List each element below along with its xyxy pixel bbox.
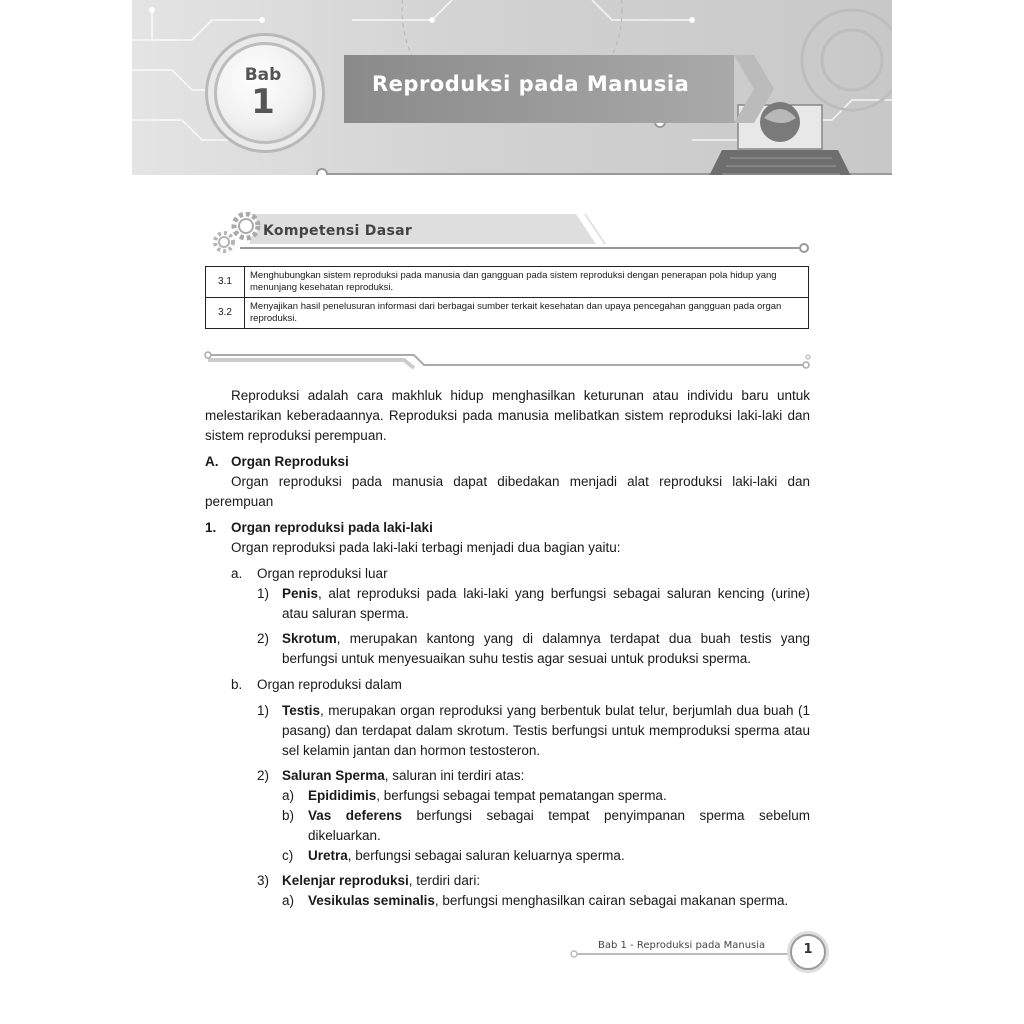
- book-page: [132, 0, 892, 1024]
- item-text: , merupakan kantong yang di dalamnya terdapat dua buah testis yang berfungsi untuk menyesuaikan suhu testis agar sesuai untuk produksi sperma.: [282, 631, 810, 666]
- list-subitem: [205, 846, 810, 866]
- kd-table: [205, 266, 809, 329]
- chapter-badge-label: Bab: [244, 65, 282, 85]
- section-label: 1.: [205, 520, 217, 535]
- item-term: Penis: [282, 586, 319, 601]
- subsection-label: a.: [231, 566, 243, 581]
- item-label: 2): [257, 768, 270, 783]
- section-title: Organ reproduksi pada laki-laki: [231, 520, 433, 535]
- gear-icon: [215, 214, 258, 251]
- item-term: Skrotum: [282, 631, 337, 646]
- item-text: , merupakan organ reproduksi yang berbentuk bulat telur, berjumlah dua buah (1 pasang) dan terdapat dalam skrotum. Testis berfungsi untuk memproduksi sperma atau sel kelamin jantan dan hormon testosteron.: [282, 703, 810, 758]
- kd-number: 3.2: [206, 298, 245, 329]
- list-subitem: [205, 891, 810, 911]
- subitem-term: Vesikulas seminalis: [308, 893, 435, 908]
- body-content: [205, 386, 810, 911]
- list-item: [205, 629, 810, 669]
- section-paragraph: Organ reproduksi pada manusia dapat dibedakan menjadi alat reproduksi laki-laki dan perempuan: [205, 474, 810, 509]
- list-item: [205, 701, 810, 761]
- kd-number: 3.1: [206, 267, 245, 298]
- item-label: 1): [257, 586, 270, 601]
- list-item: [205, 871, 810, 891]
- table-row: [206, 267, 809, 298]
- list-item: [205, 766, 810, 786]
- table-row: [206, 298, 809, 329]
- section-heading: [205, 518, 810, 538]
- section-label: A.: [205, 454, 219, 469]
- subsection-heading: [205, 564, 810, 584]
- list-subitem: [205, 806, 810, 846]
- item-term: Saluran Sperma: [282, 768, 385, 783]
- section-divider: [204, 350, 814, 372]
- subsection-title: Organ reproduksi dalam: [257, 677, 402, 692]
- item-label: 1): [257, 703, 270, 718]
- item-term: Kelenjar reproduksi: [282, 873, 409, 888]
- item-term: Testis: [282, 703, 321, 718]
- subsection-label: b.: [231, 677, 243, 692]
- subitem-label: c): [282, 848, 294, 863]
- section-heading: [205, 452, 810, 472]
- item-text: , terdiri dari:: [408, 873, 481, 888]
- section-title: Organ Reproduksi: [231, 454, 349, 469]
- subitem-text: , berfungsi menghasilkan cairan sebagai makanan sperma.: [434, 893, 789, 908]
- page-number: 1: [803, 942, 813, 957]
- chapter-banner: [132, 0, 892, 175]
- subitem-label: b): [282, 808, 295, 823]
- kd-title: Kompetensi Dasar: [263, 223, 413, 239]
- list-subitem: [205, 786, 810, 806]
- kd-description: Menyajikan hasil penelusuran informasi dari berbagai sumber terkait kesehatan dan upaya pencegahan gangguan pada organ reproduksi.: [245, 298, 809, 329]
- subitem-label: a): [282, 788, 295, 803]
- item-label: 2): [257, 631, 270, 646]
- item-label: 3): [257, 873, 270, 888]
- running-title: Bab 1 - Reproduksi pada Manusia: [598, 940, 766, 951]
- subsection-title: Organ reproduksi luar: [257, 566, 388, 581]
- subitem-term: Epididimis: [308, 788, 377, 803]
- item-text: , alat reproduksi pada laki-laki yang berfungsi sebagai saluran kencing (urine) atau saluran sperma.: [282, 586, 810, 621]
- subitem-text: berfungsi sebagai tempat penyimpanan sperma sebelum dikeluarkan.: [308, 808, 810, 843]
- list-item: [205, 584, 810, 624]
- section-paragraph: Organ reproduksi pada laki-laki terbagi menjadi dua bagian yaitu:: [231, 540, 621, 555]
- kd-description: Menghubungkan sistem reproduksi pada manusia dan gangguan pada sistem reproduksi dengan penerapan pola hidup yang menunjang kesehatan reproduksi.: [245, 267, 809, 298]
- subitem-text: , berfungsi sebagai saluran keluarnya sperma.: [347, 848, 625, 863]
- intro-paragraph: Reproduksi adalah cara makhluk hidup menghasilkan keturunan atau individu baru untuk melestarikan keberadaannya. Reproduksi pada manusia melibatkan sistem reproduksi laki-laki dan sistem reproduksi perempuan.: [205, 388, 810, 443]
- subitem-term: Uretra: [308, 848, 348, 863]
- subitem-term: Vas deferens: [308, 808, 403, 823]
- subsection-heading: [205, 675, 810, 695]
- chapter-title: Reproduksi pada Manusia: [372, 72, 690, 96]
- subitem-text: , berfungsi sebagai tempat pematangan sperma.: [376, 788, 667, 803]
- subitem-label: a): [282, 893, 295, 908]
- item-text: , saluran ini terdiri atas:: [384, 768, 525, 783]
- chapter-badge-number: 1: [251, 82, 275, 122]
